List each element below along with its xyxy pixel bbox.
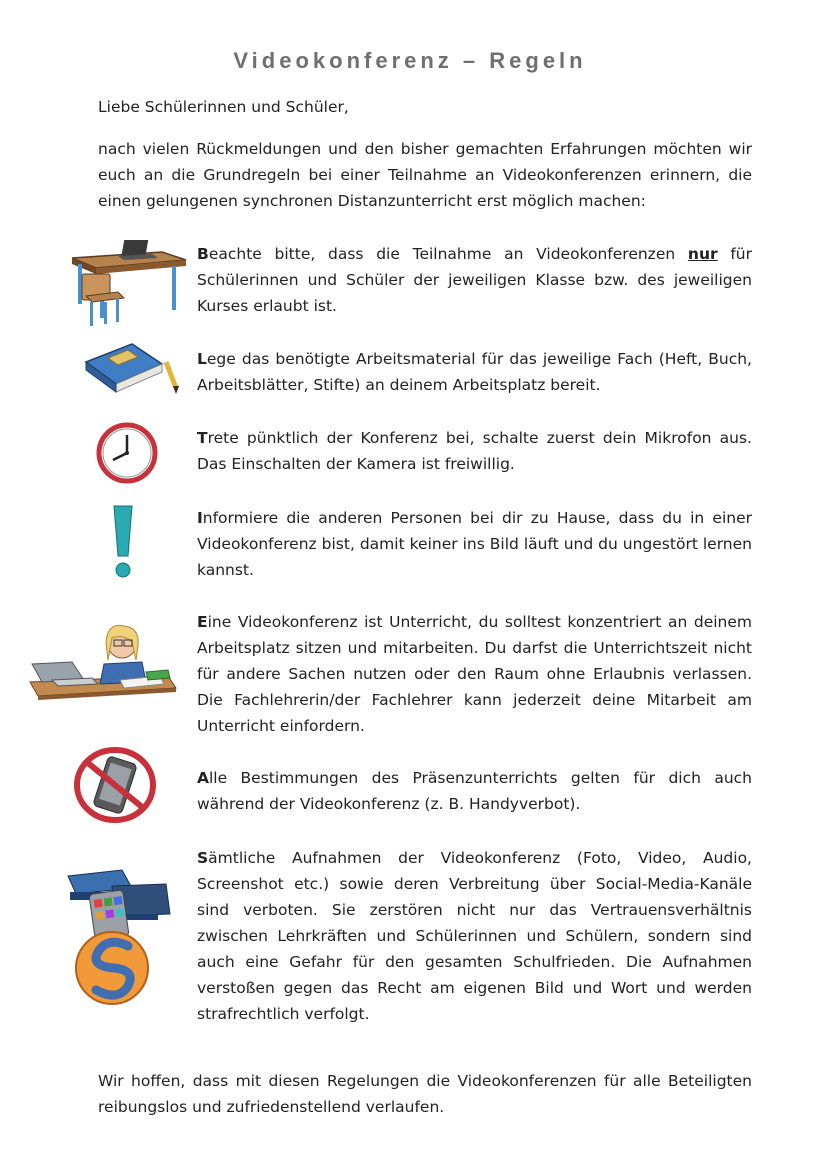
rule-item: [197, 241, 752, 319]
rule-text: nformiere die anderen Personen bei dir zu Hause, dass du in einer Videokonferenz bist, damit keiner ins Bild läuft und du ungestört lernen kannst.: [197, 509, 752, 579]
devices-paragraph-icon: [62, 858, 174, 1008]
intro-paragraph: nach vielen Rückmeldungen und den bisher gemachten Erfahrungen möchten wir euch an die Grundregeln bei einer Teilnahme an Videokonferenzen erinnern, die einen gelungenen synchronen Distanzunterricht erst möglich machen:: [98, 140, 752, 210]
school-desk-laptop-icon: [66, 230, 190, 330]
rule-item: [197, 845, 752, 1027]
rule-initial: B: [197, 245, 209, 263]
no-phone-icon: [72, 745, 158, 825]
rule-initial: A: [197, 769, 209, 787]
greeting: Liebe Schülerinnen und Schüler,: [98, 98, 349, 116]
rule-item: [197, 505, 752, 583]
rule-item: [197, 765, 752, 817]
rule-text: ine Videokonferenz ist Unterricht, du solltest konzentriert an deinem Arbeitsplatz sitzen und mitarbeiten. Du darfst die Unterrichtszeit nicht für andere Sachen nutzen oder den Raum ohne Erlaubnis verlassen. Die Fachlehrerin/der Fachlehrer kann jederzeit deine Mitarbeit am Unterricht einfordern.: [197, 613, 752, 735]
rule-initial: L: [197, 350, 207, 368]
rule-text: rete pünktlich der Konferenz bei, schalte zuerst dein Mikrofon aus. Das Einschalten der Kamera ist freiwillig.: [197, 429, 752, 473]
rule-text: für Schülerinnen und Schüler der jeweiligen Klasse bzw. des jeweiligen Kurses erlaubt ist.: [197, 245, 752, 315]
rule-text: ämtliche Aufnahmen der Videokonferenz (Foto, Video, Audio, Screenshot etc.) sowie deren Verbreitung über Social-Media-Kanäle sind verboten. Sie zerstören nicht nur das Vertrauensverhältnis zwischen Lehrkräften und Schülerinnen und Schülern, sondern sind auch eine Gefahr für den gesamten Schulfrieden. Die Aufnahmen verstoßen gegen das Recht am eigenen Bild und Wort und werden strafrechtlich verfolgt.: [197, 849, 752, 1023]
rule-text: lle Bestimmungen des Präsenzunterrichts gelten für dich auch während der Videokonferenz (z. B. Handyverbot).: [197, 769, 752, 813]
rule-text: eachte bitte, dass die Teilnahme an Videokonferenzen: [208, 245, 688, 263]
rule-initial: E: [197, 613, 208, 631]
rule-initial: I: [197, 509, 203, 527]
rule-initial: T: [197, 429, 208, 447]
rule-item: [197, 346, 752, 398]
book-pencil-icon: [82, 340, 182, 404]
rule-emphasis: nur: [687, 245, 718, 263]
rule-item: [197, 609, 752, 739]
clock-icon: [96, 422, 158, 484]
closing-paragraph: Wir hoffen, dass mit diesen Regelungen die Videokonferenzen für alle Beteiligten reibungslos und zufriedenstellend verlaufen.: [98, 1072, 752, 1116]
page-title: Videokonferenz – Regeln: [233, 48, 587, 73]
rule-text: ege das benötigte Arbeitsmaterial für das jeweilige Fach (Heft, Buch, Arbeitsblätter, Stifte) an deinem Arbeitsplatz bereit.: [197, 350, 752, 394]
student-laptop-icon: [28, 620, 178, 704]
rule-initial: S: [197, 849, 209, 867]
rule-item: [197, 425, 752, 477]
exclamation-icon: [108, 502, 138, 582]
